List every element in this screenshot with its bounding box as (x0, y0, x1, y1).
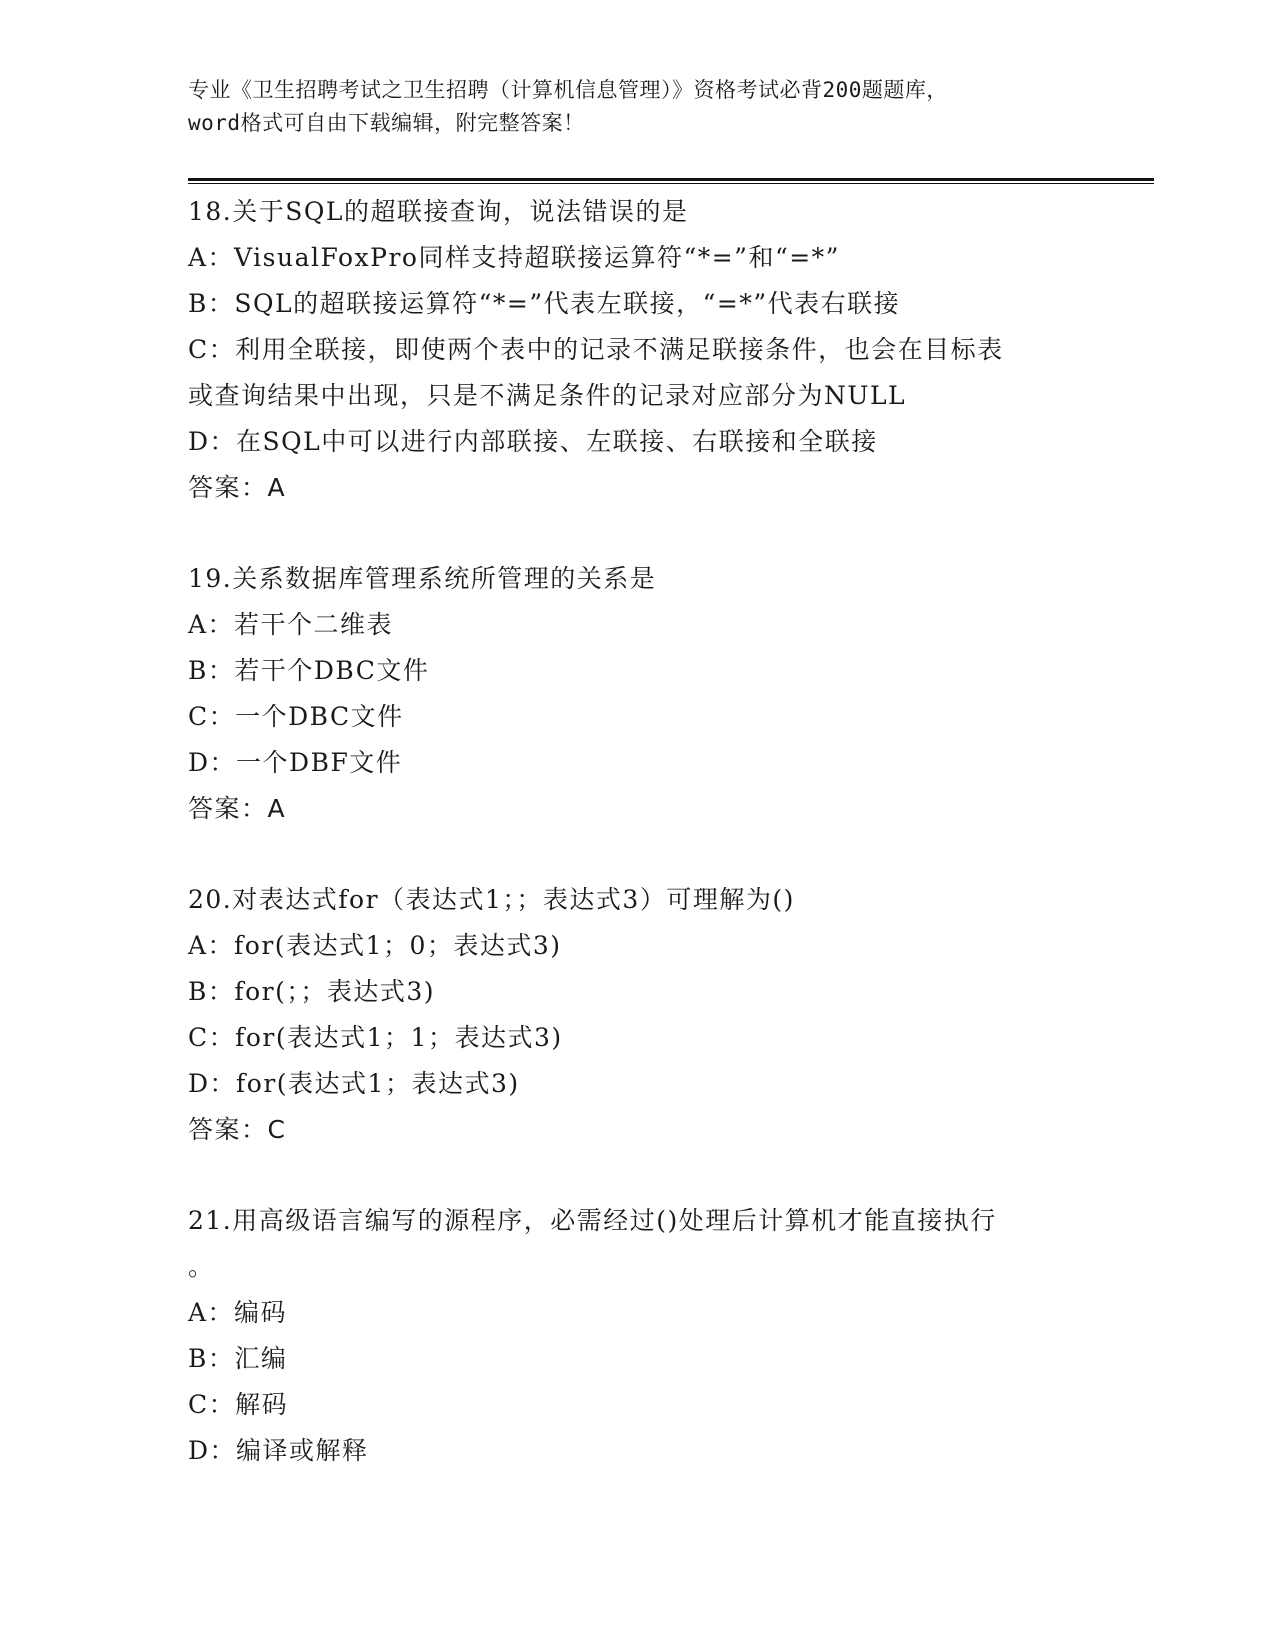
option-c: C：for(表达式1；1；表达式3) (188, 1023, 563, 1052)
question-spacer (188, 832, 1088, 877)
question-21 (188, 1198, 1088, 1474)
header-divider-thick (188, 178, 1154, 181)
option-a: A：VisualFoxPro同样支持超联接运算符“*=”和“=*” (188, 243, 840, 272)
question-stem: 20.对表达式for（表达式1；；表达式3）可理解为() (188, 885, 795, 914)
question-list (188, 189, 1088, 1474)
option-d: D：在SQL中可以进行内部联接、左联接、右联接和全联接 (188, 427, 878, 456)
document-header (188, 74, 1108, 140)
option-b: B：SQL的超联接运算符“*=”代表左联接，“=*”代表右联接 (188, 289, 901, 318)
option-c: C：一个DBC文件 (188, 702, 404, 731)
header-title-line-2: word格式可自由下载编辑，附完整答案！ (188, 111, 585, 135)
option-b: B：for(；；表达式3) (188, 977, 436, 1006)
option-a: A：若干个二维表 (188, 610, 394, 639)
option-c: C：利用全联接，即使两个表中的记录不满足联接条件，也会在目标表 (188, 335, 1004, 364)
question-18 (188, 189, 1088, 511)
answer: 答案：A (188, 794, 287, 823)
answer: 答案：A (188, 473, 287, 502)
option-b: B：若干个DBC文件 (188, 656, 430, 685)
question-19 (188, 556, 1088, 832)
header-title-line-1: 专业《卫生招聘考试之卫生招聘（计算机信息管理）》资格考试必背200题题库， (188, 78, 948, 102)
question-20 (188, 877, 1088, 1153)
header-divider-thin (188, 183, 1154, 184)
question-stem-continued: 。 (188, 1252, 215, 1281)
option-a: A：编码 (188, 1298, 288, 1327)
option-c-continued: 或查询结果中出现，只是不满足条件的记录对应部分为NULL (188, 381, 907, 410)
option-a: A：for(表达式1；0；表达式3) (188, 931, 562, 960)
question-spacer (188, 1153, 1088, 1198)
question-spacer (188, 511, 1088, 556)
option-d: D：一个DBF文件 (188, 748, 403, 777)
option-d: D：编译或解释 (188, 1436, 369, 1465)
answer: 答案：C (188, 1115, 287, 1144)
question-stem: 18.关于SQL的超联接查询，说法错误的是 (188, 197, 689, 226)
option-b: B：汇编 (188, 1344, 288, 1373)
option-d: D：for(表达式1；表达式3) (188, 1069, 520, 1098)
question-stem: 19.关系数据库管理系统所管理的关系是 (188, 564, 657, 593)
question-stem: 21.用高级语言编写的源程序，必需经过()处理后计算机才能直接执行 (188, 1206, 997, 1235)
option-c: C：解码 (188, 1390, 289, 1419)
